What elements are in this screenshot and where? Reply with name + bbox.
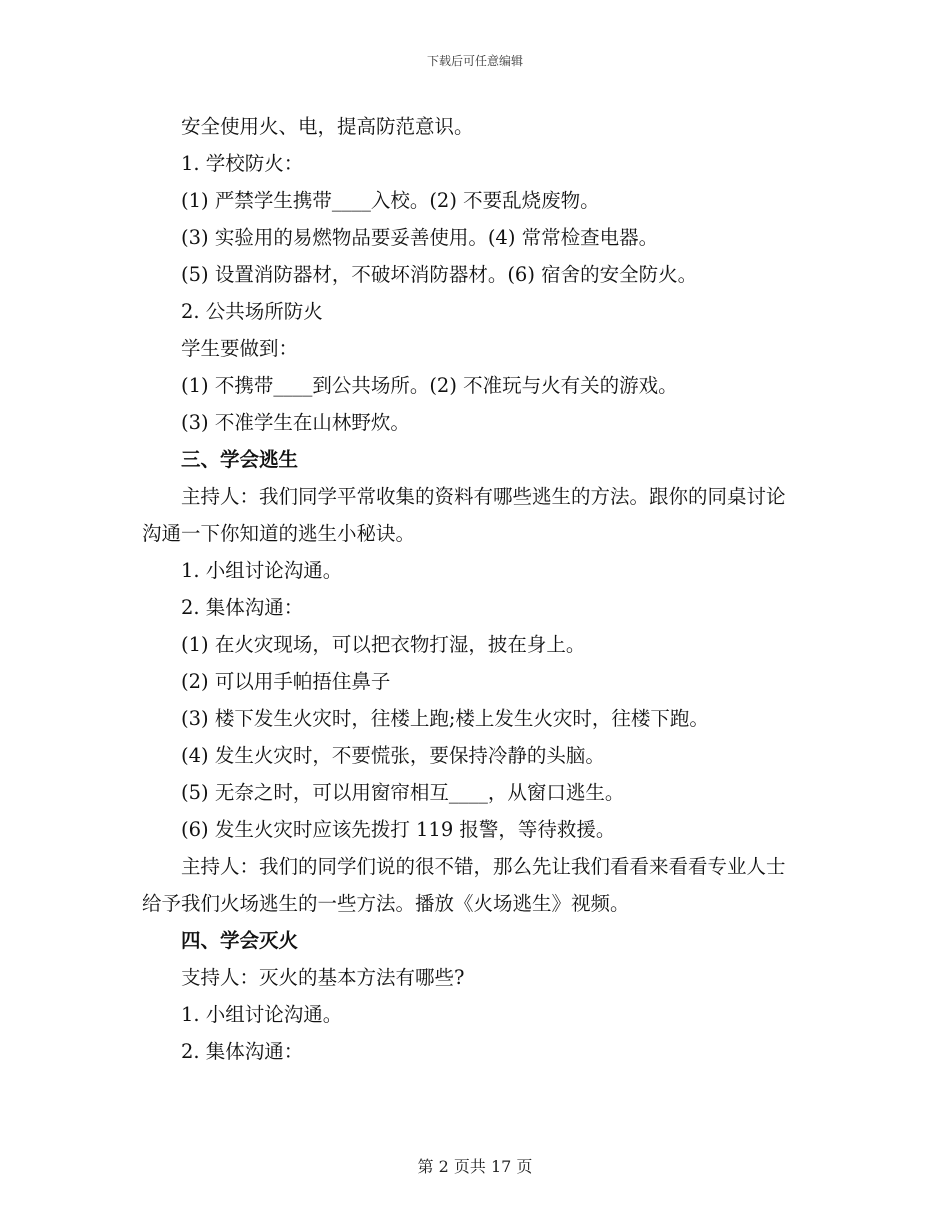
paragraph: (5) 无奈之时，可以用窗帘相互____，从窗口逃生。 bbox=[181, 781, 625, 804]
section-heading: 四、学会灭火 bbox=[181, 929, 299, 952]
paragraph: (4) 发生火灾时，不要慌张，要保持冷静的头脑。 bbox=[181, 744, 605, 767]
document-body bbox=[142, 108, 802, 1070]
paragraph: 主持人：我们同学平常收集的资料有哪些逃生的方法。跟你的同桌讨论沟通一下你知道的逃生小秘诀。 bbox=[142, 485, 786, 545]
paragraph: (6) 发生火灾时应该先拨打 119 报警，等待救援。 bbox=[181, 818, 616, 841]
paragraph: (5) 设置消防器材，不破坏消防器材。(6) 宿舍的安全防火。 bbox=[181, 263, 698, 286]
paragraph: (2) 可以用手帕捂住鼻子 bbox=[181, 670, 391, 693]
paragraph: (1) 在火灾现场，可以把衣物打湿，披在身上。 bbox=[181, 633, 586, 656]
paragraph: (3) 不准学生在山林野炊。 bbox=[181, 411, 410, 434]
paragraph: 2. 集体沟通： bbox=[181, 596, 304, 619]
paragraph: 2. 集体沟通： bbox=[181, 1040, 304, 1063]
paragraph: 1. 学校防火： bbox=[181, 152, 304, 175]
paragraph: (1) 严禁学生携带____入校。(2) 不要乱烧废物。 bbox=[181, 189, 600, 212]
paragraph: 主持人：我们的同学们说的很不错，那么先让我们看看来看看专业人士给予我们火场逃生的一些方法。播放《火场逃生》视频。 bbox=[142, 855, 786, 915]
paragraph: (3) 楼下发生火灾时，往楼上跑;楼上发生火灾时，往楼下跑。 bbox=[181, 707, 709, 730]
section-heading: 三、学会逃生 bbox=[181, 448, 299, 471]
paragraph: 2. 公共场所防火 bbox=[181, 300, 323, 323]
paragraph: (1) 不携带____到公共场所。(2) 不准玩与火有关的游戏。 bbox=[181, 374, 678, 397]
paragraph: (3) 实验用的易燃物品要妥善使用。(4) 常常检查电器。 bbox=[181, 226, 659, 249]
paragraph: 1. 小组讨论沟通。 bbox=[181, 1003, 343, 1026]
page-header: 下载后可任意编辑 bbox=[426, 54, 523, 68]
paragraph: 1. 小组讨论沟通。 bbox=[181, 559, 343, 582]
page-footer: 第 2 页共 17 页 bbox=[417, 1157, 533, 1176]
paragraph: 安全使用火、电，提高防范意识。 bbox=[181, 115, 474, 138]
paragraph: 支持人：灭火的基本方法有哪些? bbox=[181, 966, 465, 989]
paragraph: 学生要做到： bbox=[181, 337, 299, 360]
